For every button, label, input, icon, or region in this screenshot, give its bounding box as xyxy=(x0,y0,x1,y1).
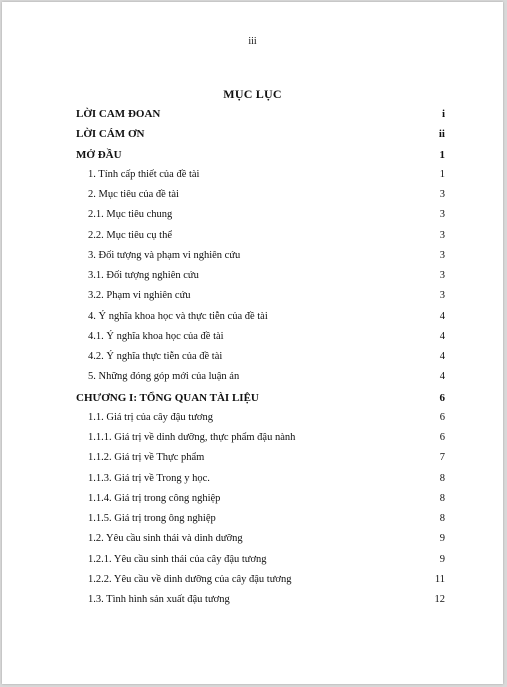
toc-entry-label: 3. Đối tượng và phạm vi nghiên cứu xyxy=(88,249,241,261)
toc-entry-label: 1.2. Yêu cầu sinh thái và dinh dưỡng xyxy=(88,533,243,545)
toc-entry[interactable] xyxy=(2,491,503,507)
toc-entry-label: LỜI CAM ĐOAN xyxy=(76,108,161,120)
toc-entry[interactable] xyxy=(2,349,503,365)
toc-entry-page-number: 7 xyxy=(439,452,445,464)
toc-entry[interactable] xyxy=(2,187,503,203)
toc-entry[interactable] xyxy=(2,552,503,568)
toc-entry-page-number: 8 xyxy=(439,513,445,524)
toc-entry-label: 1.3. Tình hình sản xuất đậu tương xyxy=(88,594,230,605)
toc-entry-label: 1.1.3. Giá trị về Trong y học. xyxy=(88,472,210,484)
toc-entry-label: 2.1. Mục tiêu chung xyxy=(88,209,173,221)
toc-entry-label: LỜI CÁM ƠN xyxy=(76,128,145,141)
toc-entry-page-number: i xyxy=(441,108,445,120)
toc-entry-page-number: 3 xyxy=(439,270,445,281)
toc-entry-page-number: 4 xyxy=(439,351,445,362)
toc-entry[interactable] xyxy=(2,228,503,244)
toc-entry-page-number: 11 xyxy=(434,573,445,585)
toc-entry-label: 1.1.1. Giá trị về dinh dưỡng, thực phẩm đậu nành xyxy=(88,432,296,443)
toc-entry[interactable] xyxy=(2,430,503,446)
toc-entry-page-number: 6 xyxy=(439,391,445,404)
toc-entry[interactable] xyxy=(2,450,503,466)
toc-entry-label: 1.1.5. Giá trị trong ông nghiệp xyxy=(88,513,216,524)
toc-entry-label: 1.1.4. Giá trị trong công nghiệp xyxy=(88,492,221,504)
toc-entry-page-number: 1 xyxy=(439,168,445,180)
toc-entry[interactable] xyxy=(2,410,503,426)
toc-entry-page-number: 9 xyxy=(439,533,445,545)
document-page xyxy=(2,2,503,684)
toc-entry-label: 1.1. Giá trị của cây đậu tương xyxy=(88,411,213,423)
toc-entry[interactable] xyxy=(2,329,503,345)
toc-entry-label: 1.1.2. Giá trị về Thực phẩm xyxy=(88,452,205,464)
toc-entry-label: 1.2.1. Yêu cầu sinh thái của cây đậu tương xyxy=(88,553,267,565)
toc-entry[interactable] xyxy=(2,572,503,588)
toc-entry-label: CHƯƠNG I: TỔNG QUAN TÀI LIỆU xyxy=(76,391,259,404)
toc-entry-page-number: 8 xyxy=(439,492,445,504)
toc-entry[interactable] xyxy=(2,268,503,284)
toc-entry-page-number: 6 xyxy=(439,432,445,443)
toc-entry-page-number: 3 xyxy=(439,229,445,241)
toc-entry-label: 4. Ý nghĩa khoa học và thực tiễn của đề tài xyxy=(88,310,268,322)
toc-heading-entry[interactable] xyxy=(2,126,503,142)
page-number: iii xyxy=(248,36,257,47)
toc-heading-entry[interactable] xyxy=(2,106,503,122)
toc-entry-label: 5. Những đóng góp mới của luận án xyxy=(88,371,240,383)
toc-entry-page-number: 4 xyxy=(439,371,445,383)
toc-entry-label: 2. Mục tiêu của đề tài xyxy=(88,189,179,200)
toc-entry[interactable] xyxy=(2,207,503,223)
toc-entry[interactable] xyxy=(2,369,503,385)
toc-entry-page-number: 12 xyxy=(434,594,445,605)
toc-entry[interactable] xyxy=(2,167,503,183)
toc-entry-page-number: 1 xyxy=(439,148,445,161)
toc-entry-page-number: ii xyxy=(438,128,445,141)
toc-entry-label: 1.2.2. Yêu cầu về dinh dưỡng của cây đậu tương xyxy=(88,573,292,585)
toc-entry-page-number: 4 xyxy=(439,310,445,322)
toc-entry[interactable] xyxy=(2,592,503,608)
toc-entry[interactable] xyxy=(2,471,503,487)
toc-entry-label: 4.1. Ý nghĩa khoa học của đề tài xyxy=(88,330,224,342)
toc-entry-label: 3.1. Đối tượng nghiên cứu xyxy=(88,270,199,281)
toc-entry-page-number: 3 xyxy=(439,290,445,302)
toc-entry-page-number: 4 xyxy=(439,330,445,342)
toc-entry-page-number: 3 xyxy=(439,249,445,261)
toc-entry-label: 4.2. Ý nghĩa thực tiễn của đề tài xyxy=(88,351,223,362)
toc-entry-page-number: 8 xyxy=(439,472,445,484)
toc-entry-page-number: 6 xyxy=(439,411,445,423)
toc-entry[interactable] xyxy=(2,309,503,325)
toc-entry[interactable] xyxy=(2,248,503,264)
toc-entry[interactable] xyxy=(2,511,503,527)
toc-entry[interactable] xyxy=(2,288,503,304)
toc-entry-page-number: 9 xyxy=(439,553,445,565)
toc-entry-label: 3.2. Phạm vi nghiên cứu xyxy=(88,290,191,302)
toc-heading-entry[interactable] xyxy=(2,147,503,163)
toc-entry-page-number: 3 xyxy=(439,189,445,200)
toc-heading-entry[interactable] xyxy=(2,390,503,406)
toc-entry[interactable] xyxy=(2,531,503,547)
toc-entry-label: MỞ ĐẦU xyxy=(76,148,122,161)
toc-entry-label: 2.2. Mục tiêu cụ thể xyxy=(88,229,172,241)
toc-title: MỤC LỤC xyxy=(223,87,282,101)
toc-entry-label: 1. Tính cấp thiết của đề tài xyxy=(88,168,200,180)
toc-entry-page-number: 3 xyxy=(439,209,445,221)
